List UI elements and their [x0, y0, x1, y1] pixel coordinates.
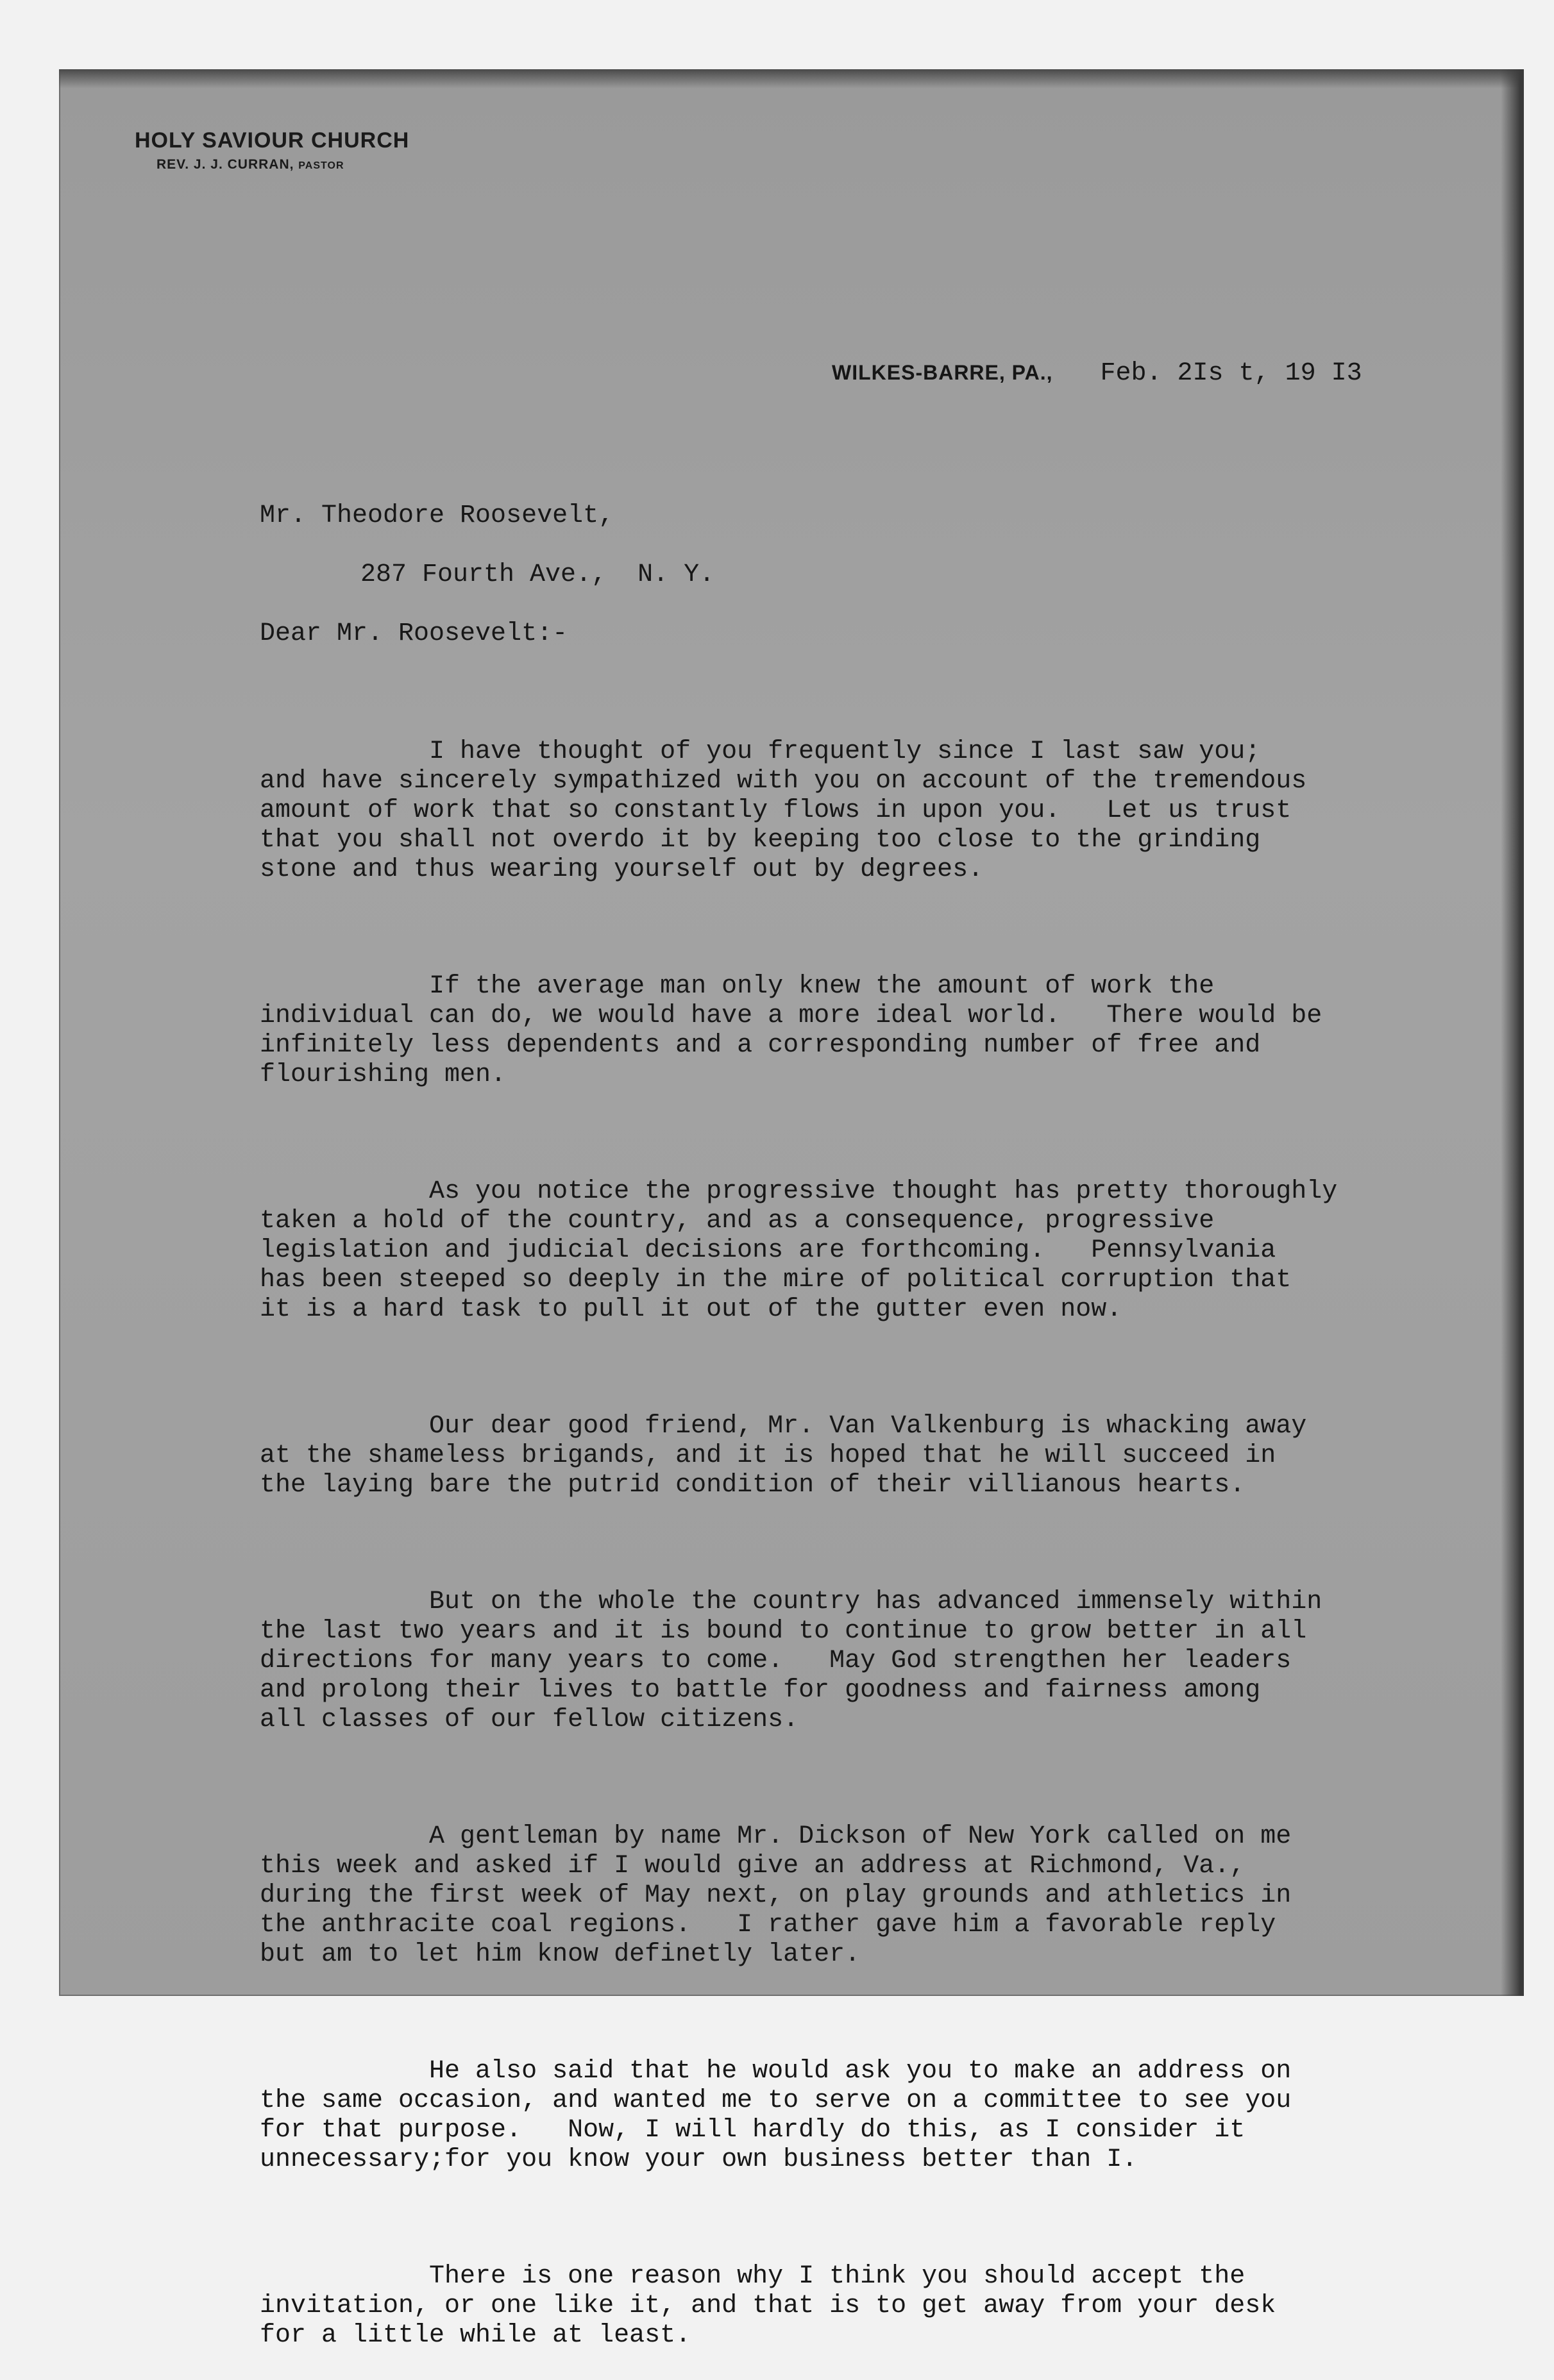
paragraph: There is one reason why I think you should accept the invitation, or one like it, and that is to get away from your desk for a little while at least.: [260, 2262, 1276, 2350]
recipient-address: 287 Fourth Ave., N. Y.: [360, 560, 715, 589]
pastor-name: REV. J. J. CURRAN,: [156, 157, 294, 172]
letterhead: [135, 128, 409, 172]
paragraph: If the average man only knew the amount of work the individual can do, we would have a more ideal world. There would be infinitely less dependents and a corresponding number of free and flourishing men.: [260, 972, 1322, 1089]
paragraph: Our dear good friend, Mr. Van Valkenburg is whacking away at the shameless brigands, and it is hoped that he will succeed in the laying bare the putrid condition of their villianous hearts.: [260, 1412, 1307, 1500]
letter-date: Feb. 2Is t, 19 I3: [1100, 359, 1362, 388]
page-right-shadow: [1501, 69, 1520, 1996]
paragraph: But on the whole the country has advanced immensely within the last two years and it is bound to continue to grow better in all directions for many years to come. May God strengthen her leaders and prolong their lives to battle for goodness and fairness among all classes of our fellow citizens.: [260, 1588, 1322, 1734]
paragraph: I have thought of you frequently since I last saw you; and have sincerely sympathized with you on account of the tremendous amount of work that so constantly flows in upon you. Let us trust that you shall not overdo it by keeping too close to the grinding stone and thus wearing yourself out by degrees.: [260, 737, 1307, 884]
page-top-shadow: [59, 69, 1520, 88]
church-name: HOLY SAVIOUR CHURCH: [135, 128, 410, 153]
salutation: Dear Mr. Roosevelt:-: [260, 619, 568, 648]
paragraph: He also said that he would ask you to make an address on the same occasion, and wanted me to serve on a committee to see you for that purpose. Now, I will hardly do this, as I consider it unnecessary;for you know your own business better than I.: [260, 2057, 1292, 2174]
city: WILKES-BARRE, PA.,: [832, 361, 1053, 384]
letter-body: [260, 678, 1465, 2380]
paragraph: A gentleman by name Mr. Dickson of New York called on me this week and asked if I would give an address at Richmond, Va., during the first week of May next, on play grounds and athletics in the anthracite coal regions. I rather gave him a favorable reply but am to let him know definetly later.: [260, 1822, 1292, 1969]
paragraph: As you notice the progressive thought has pretty thoroughly taken a hold of the country, and as a consequence, progressive legislation and judicial decisions are forthcoming. Pennsylvania has been steeped so deeply in the mire of political corruption that it is a hard task to pull it out of the gutter even now.: [260, 1177, 1338, 1324]
pastor-line: [135, 157, 409, 172]
pastor-title: PASTOR: [298, 160, 344, 171]
recipient-name: Mr. Theodore Roosevelt,: [260, 501, 614, 530]
dateline: [832, 359, 1362, 388]
